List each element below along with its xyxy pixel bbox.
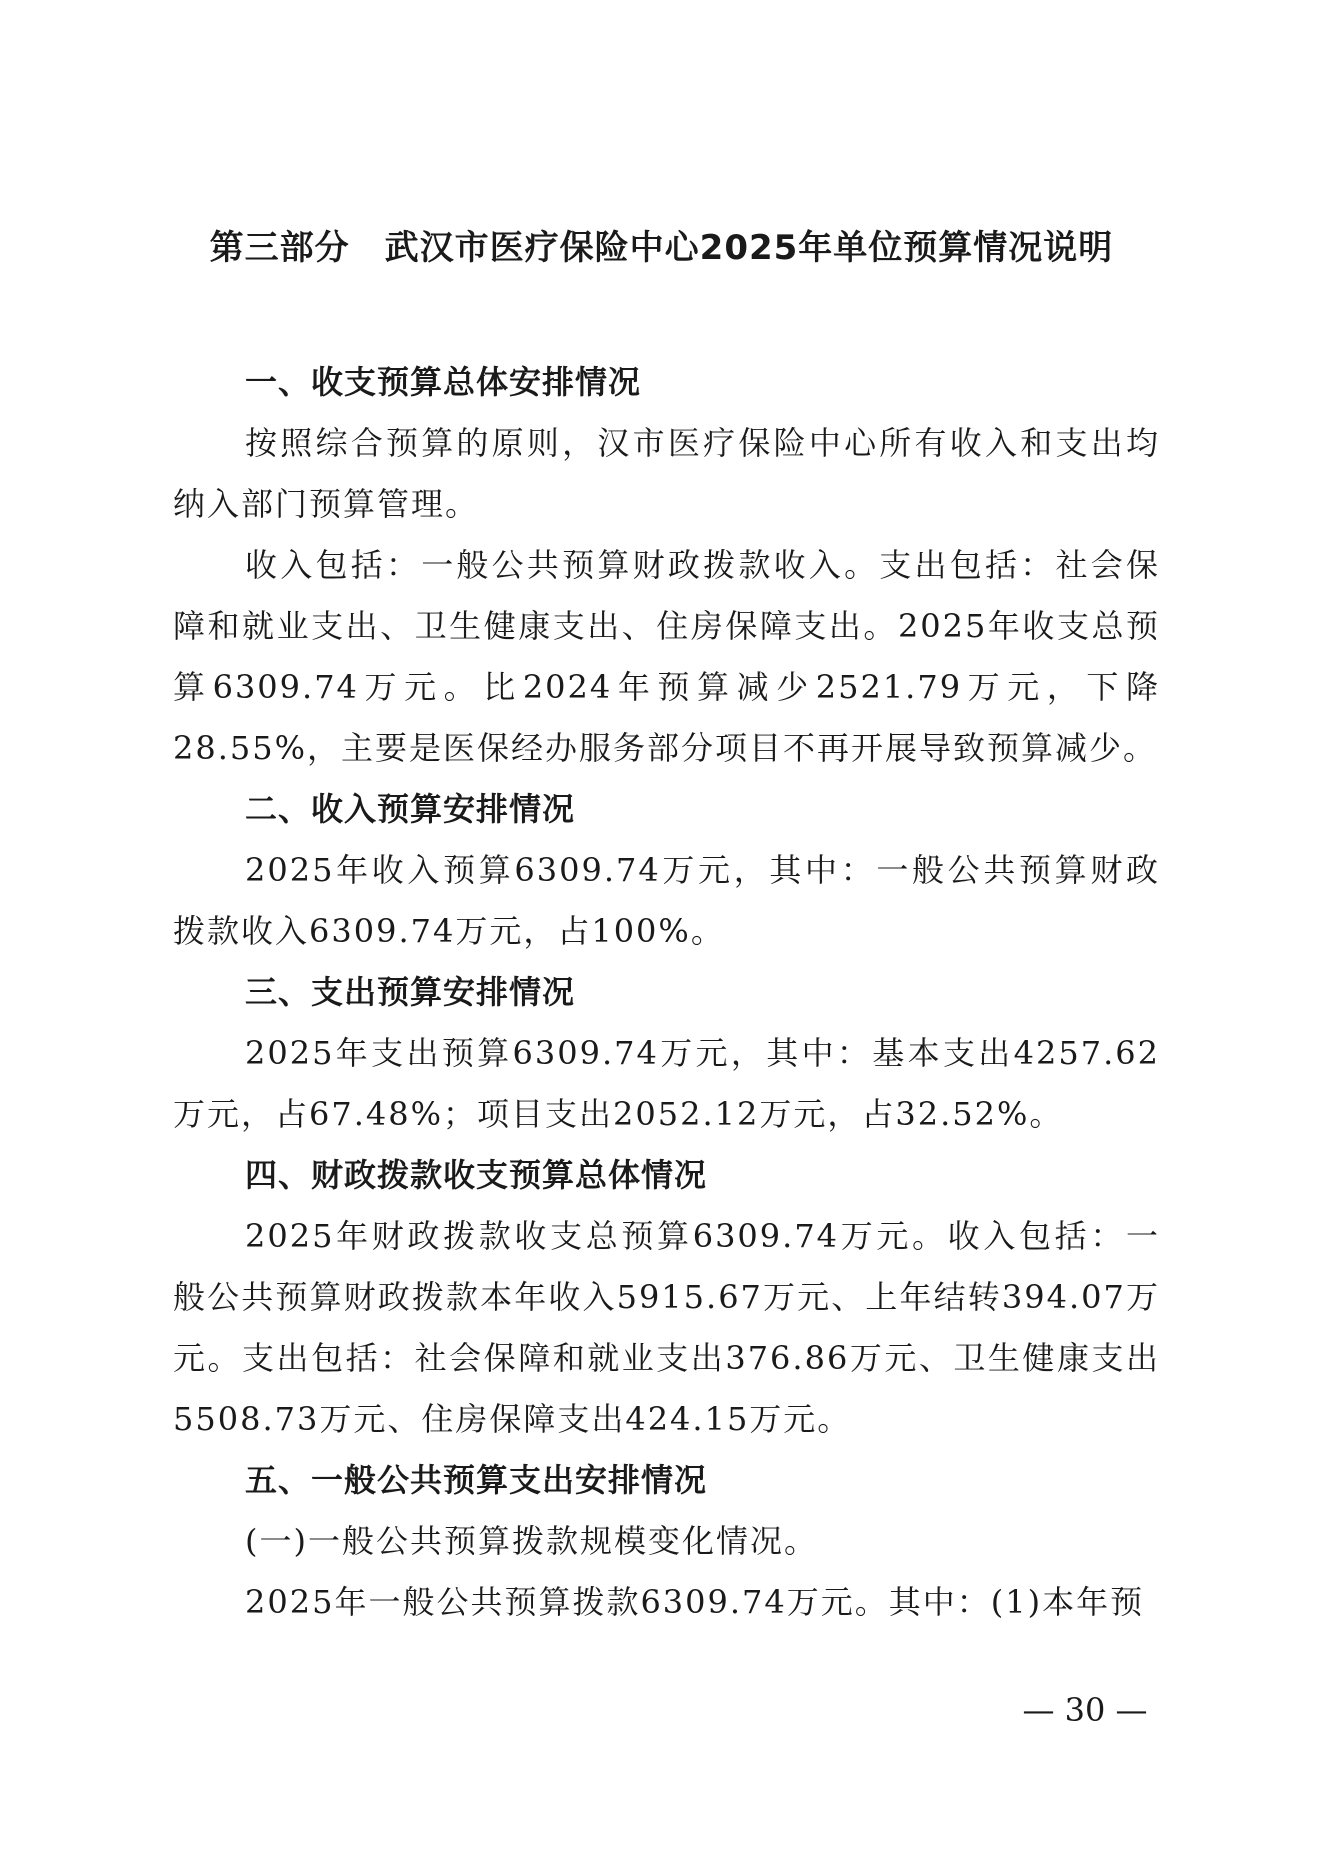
paragraph: 2025年收入预算6309.74万元，其中：一般公共预算财政拨款收入6309.74万元，占100%。 bbox=[173, 851, 1160, 950]
section-heading: 一、收支预算总体安排情况 bbox=[245, 363, 642, 401]
section-heading: 三、支出预算安排情况 bbox=[245, 973, 576, 1011]
section-general-public-budget bbox=[173, 1450, 1160, 1633]
page-title: 第三部分 武汉市医疗保险中心2025年单位预算情况说明 bbox=[209, 228, 1114, 268]
section-budget-overview bbox=[173, 352, 1160, 779]
paragraph: 2025年财政拨款收支总预算6309.74万元。收入包括：一般公共预算财政拨款本年收入5915.67万元、上年结转394.07万元。支出包括：社会保障和就业支出376.86万元、卫生健康支出5508.73万元、住房保障支出424.15万元。 bbox=[173, 1217, 1160, 1438]
paragraph: 2025年一般公共预算拨款6309.74万元。其中：(1)本年预 bbox=[245, 1583, 1145, 1621]
section-heading: 五、一般公共预算支出安排情况 bbox=[245, 1461, 708, 1499]
paragraph: 收入包括：一般公共预算财政拨款收入。支出包括：社会保障和就业支出、卫生健康支出、住房保障支出。2025年收支总预算6309.74万元。比2024年预算减少2521.79万元，下降28.55%，主要是医保经办服务部分项目不再开展导致预算减少。 bbox=[173, 546, 1160, 767]
paragraph: (一)一般公共预算拨款规模变化情况。 bbox=[245, 1522, 818, 1560]
section-expenditure-budget bbox=[173, 962, 1160, 1145]
document-body bbox=[173, 352, 1160, 1633]
section-heading: 二、收入预算安排情况 bbox=[245, 790, 576, 828]
page-number: — 30 — bbox=[1022, 1691, 1148, 1729]
section-fiscal-appropriation bbox=[173, 1145, 1160, 1450]
paragraph: 按照综合预算的原则，汉市医疗保险中心所有收入和支出均纳入部门预算管理。 bbox=[173, 424, 1160, 523]
section-heading: 四、财政拨款收支预算总体情况 bbox=[245, 1156, 708, 1194]
paragraph: 2025年支出预算6309.74万元，其中：基本支出4257.62万元，占67.48%；项目支出2052.12万元，占32.52%。 bbox=[173, 1034, 1160, 1133]
section-income-budget bbox=[173, 779, 1160, 962]
